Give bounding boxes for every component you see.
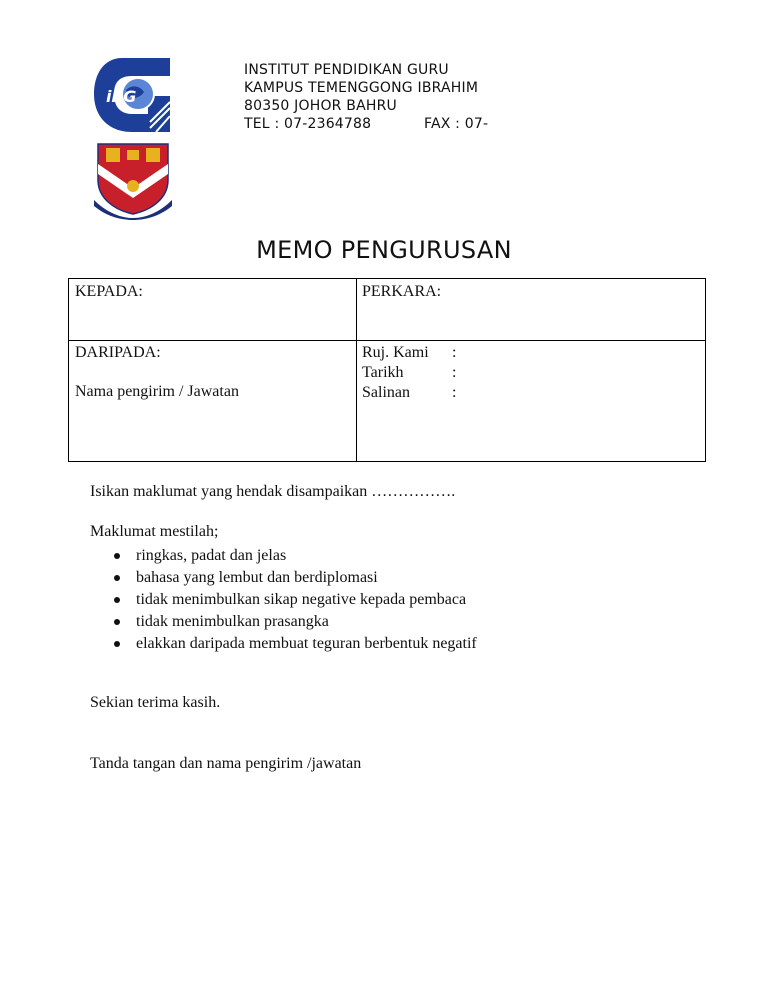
list-item-text: bahasa yang lembut dan berdiplomasi	[136, 569, 378, 586]
list-item-text: tidak menimbulkan sikap negative kepada pembaca	[136, 591, 467, 608]
list-item	[110, 633, 477, 655]
ref-row-our-ref	[362, 343, 457, 363]
list-item	[110, 545, 477, 567]
ref-label: Tarikh	[362, 364, 404, 381]
list-item	[110, 567, 477, 589]
list-item-text: ringkas, padat dan jelas	[136, 547, 287, 564]
from-label: DARIPADA:	[75, 344, 161, 361]
campus-crest-icon	[92, 140, 174, 220]
bullet-icon	[114, 619, 120, 625]
ref-row-copy	[362, 383, 457, 403]
bullet-icon	[114, 553, 120, 559]
list-item	[110, 611, 477, 633]
bullet-icon	[114, 597, 120, 603]
ipg-logo-icon	[92, 52, 174, 136]
ref-colon: :	[452, 344, 457, 361]
list-item-text: elakkan daripada membuat teguran berbentuk negatif	[136, 635, 477, 652]
institution-name: INSTITUT PENDIDIKAN GURU	[244, 62, 449, 78]
reference-fields	[362, 343, 457, 403]
telephone: TEL : 07-2364788	[244, 116, 372, 132]
requirements-heading: Maklumat mestilah;	[90, 523, 219, 540]
institution-address	[244, 61, 489, 133]
memo-title: MEMO PENGURUSAN	[256, 236, 512, 264]
intro-paragraph: Isikan maklumat yang hendak disampaikan …………….	[90, 483, 456, 500]
memo-header-table	[68, 278, 706, 462]
signature-line: Tanda tangan dan nama pengirim /jawatan	[90, 755, 362, 772]
ipg-logo-text: iPG	[106, 87, 137, 106]
fax: FAX : 07-	[424, 116, 489, 132]
ref-row-date	[362, 363, 457, 383]
postal-address: 80350 JOHOR BAHRU	[244, 98, 397, 114]
list-item-text: tidak menimbulkan prasangka	[136, 613, 329, 630]
sender-name-placeholder: Nama pengirim / Jawatan	[75, 383, 239, 400]
to-label: KEPADA:	[75, 283, 143, 300]
campus-name: KAMPUS TEMENGGONG IBRAHIM	[244, 80, 479, 96]
ref-label: Ruj. Kami	[362, 344, 429, 361]
closing-line: Sekian terima kasih.	[90, 694, 221, 711]
requirements-list	[110, 545, 477, 655]
ref-colon: :	[452, 384, 457, 401]
table-divider-horizontal	[69, 340, 705, 341]
ref-label: Salinan	[362, 384, 410, 401]
bullet-icon	[114, 641, 120, 647]
bullet-icon	[114, 575, 120, 581]
list-item	[110, 589, 477, 611]
table-divider-vertical	[356, 279, 357, 461]
ref-colon: :	[452, 364, 457, 381]
subject-label: PERKARA:	[362, 283, 442, 300]
